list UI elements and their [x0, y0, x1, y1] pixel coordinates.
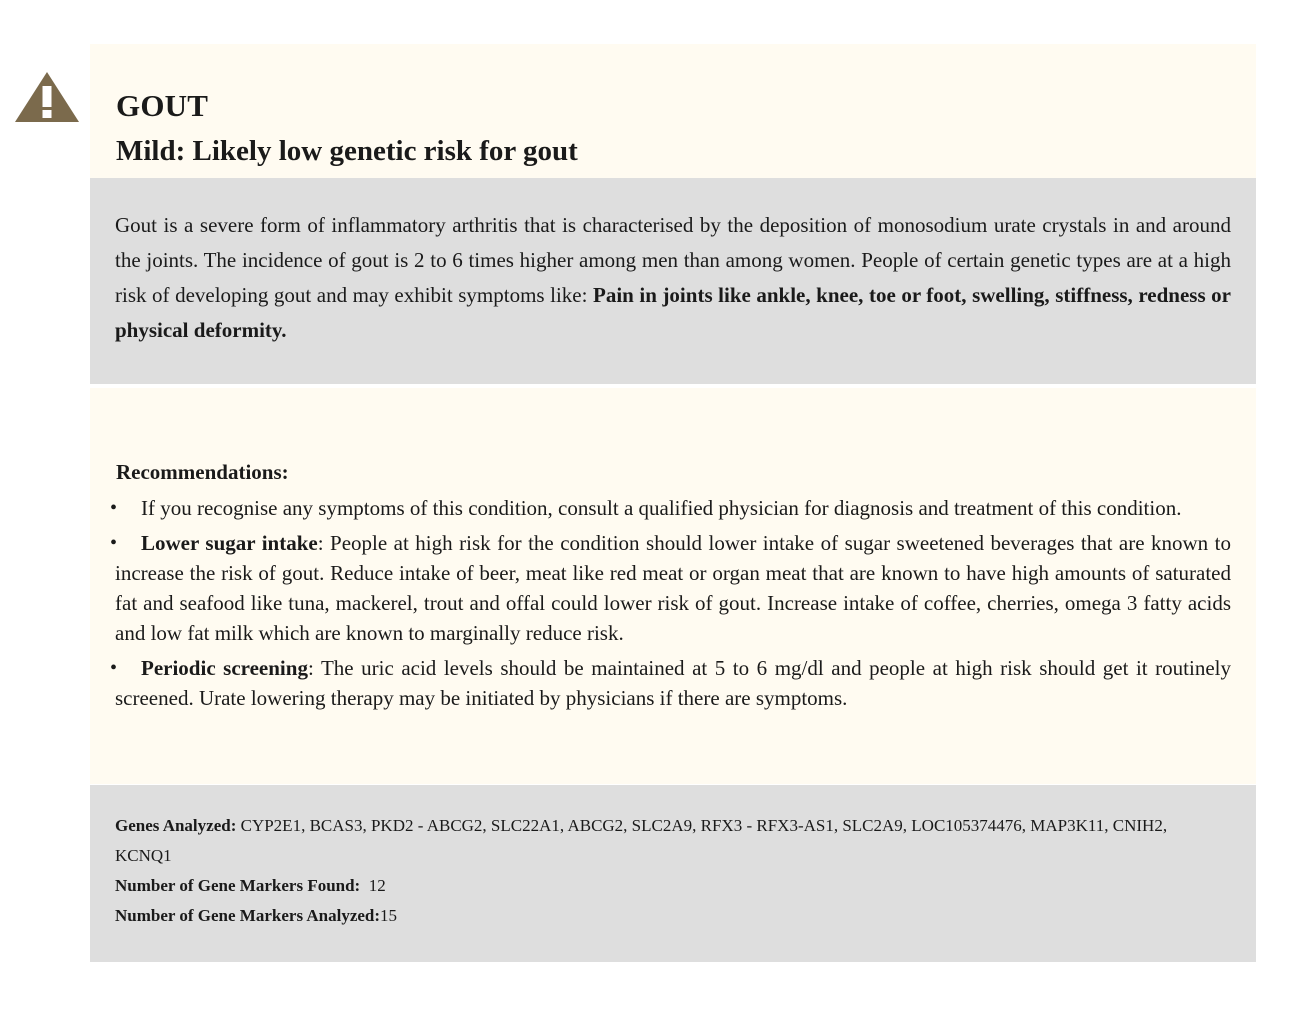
- condition-header: [90, 44, 1256, 178]
- genes-section: [90, 785, 1256, 962]
- recommendation-text: : People at high risk for the condition should lower intake of sugar sweetened beverages that are known to increase the risk of gout. Reduce intake of beer, meat like red meat or organ meat that are known to have high amounts of saturated fat and seafood like tuna, mackerel, trout and offal could lower risk of gout. Increase intake of coffee, cherries, omega 3 fatty acids and low fat milk which are known to marginally reduce risk.: [115, 531, 1231, 645]
- condition-description-section: [90, 178, 1256, 384]
- bullet-icon: •: [110, 657, 118, 679]
- markers-found-value: 12: [360, 876, 386, 895]
- recommendation-item: [110, 493, 1231, 523]
- markers-analyzed-line: [115, 901, 1215, 931]
- recommendation-text: : The uric acid levels should be maintained at 5 to 6 mg/dl and people at high risk should get it routinely screened. Urate lowering therapy may be initiated by physicians if there are symptoms.: [115, 656, 1231, 710]
- condition-title: GOUT: [116, 88, 209, 123]
- condition-description: [115, 208, 1231, 348]
- description-text: Gout is a severe form of inflammatory arthritis that is characterised by the deposition of monosodium urate crystals in and around the joints. The incidence of gout is 2 to 6 times higher among men than among women. People of certain genetic types are at a high risk of developing gout and may exhibit symptoms like:: [115, 213, 1231, 307]
- genes-analyzed-label: Genes Analyzed:: [115, 816, 237, 835]
- recommendation-title: Lower sugar intake: [141, 531, 318, 555]
- markers-found-line: [115, 871, 1215, 901]
- recommendations-heading: Recommendations:: [116, 460, 289, 484]
- bullet-icon: •: [110, 497, 118, 519]
- markers-analyzed-label: Number of Gene Markers Analyzed:: [115, 906, 381, 925]
- symptoms-text: Pain in joints like ankle, knee, toe or foot, swelling, stiffness, redness or physical deformity.: [115, 283, 1231, 342]
- markers-analyzed-value: 15: [380, 906, 398, 925]
- recommendation-text: If you recognise any symptoms of this condition, consult a qualified physician for diagnosis and treatment of this condition.: [141, 496, 1182, 520]
- bullet-icon: •: [110, 532, 118, 554]
- genes-analyzed-value: CYP2E1, BCAS3, PKD2 - ABCG2, SLC22A1, ABCG2, SLC2A9, RFX3 - RFX3-AS1, SLC2A9, LOC105374476, MAP3K11, CNIH2, KCNQ1: [115, 816, 1168, 865]
- recommendation-item: [110, 528, 1231, 648]
- warning-triangle-icon: [13, 70, 81, 124]
- risk-level-subtitle: Mild: Likely low genetic risk for gout: [116, 135, 578, 167]
- recommendations-section: [90, 388, 1256, 784]
- markers-found-label: Number of Gene Markers Found:: [115, 876, 361, 895]
- genes-details: [115, 811, 1215, 931]
- recommendations-list: [110, 493, 1231, 718]
- recommendation-item: [110, 653, 1231, 713]
- genes-analyzed-line: [115, 811, 1215, 871]
- recommendation-title: Periodic screening: [141, 656, 308, 680]
- condition-card: [90, 44, 1256, 962]
